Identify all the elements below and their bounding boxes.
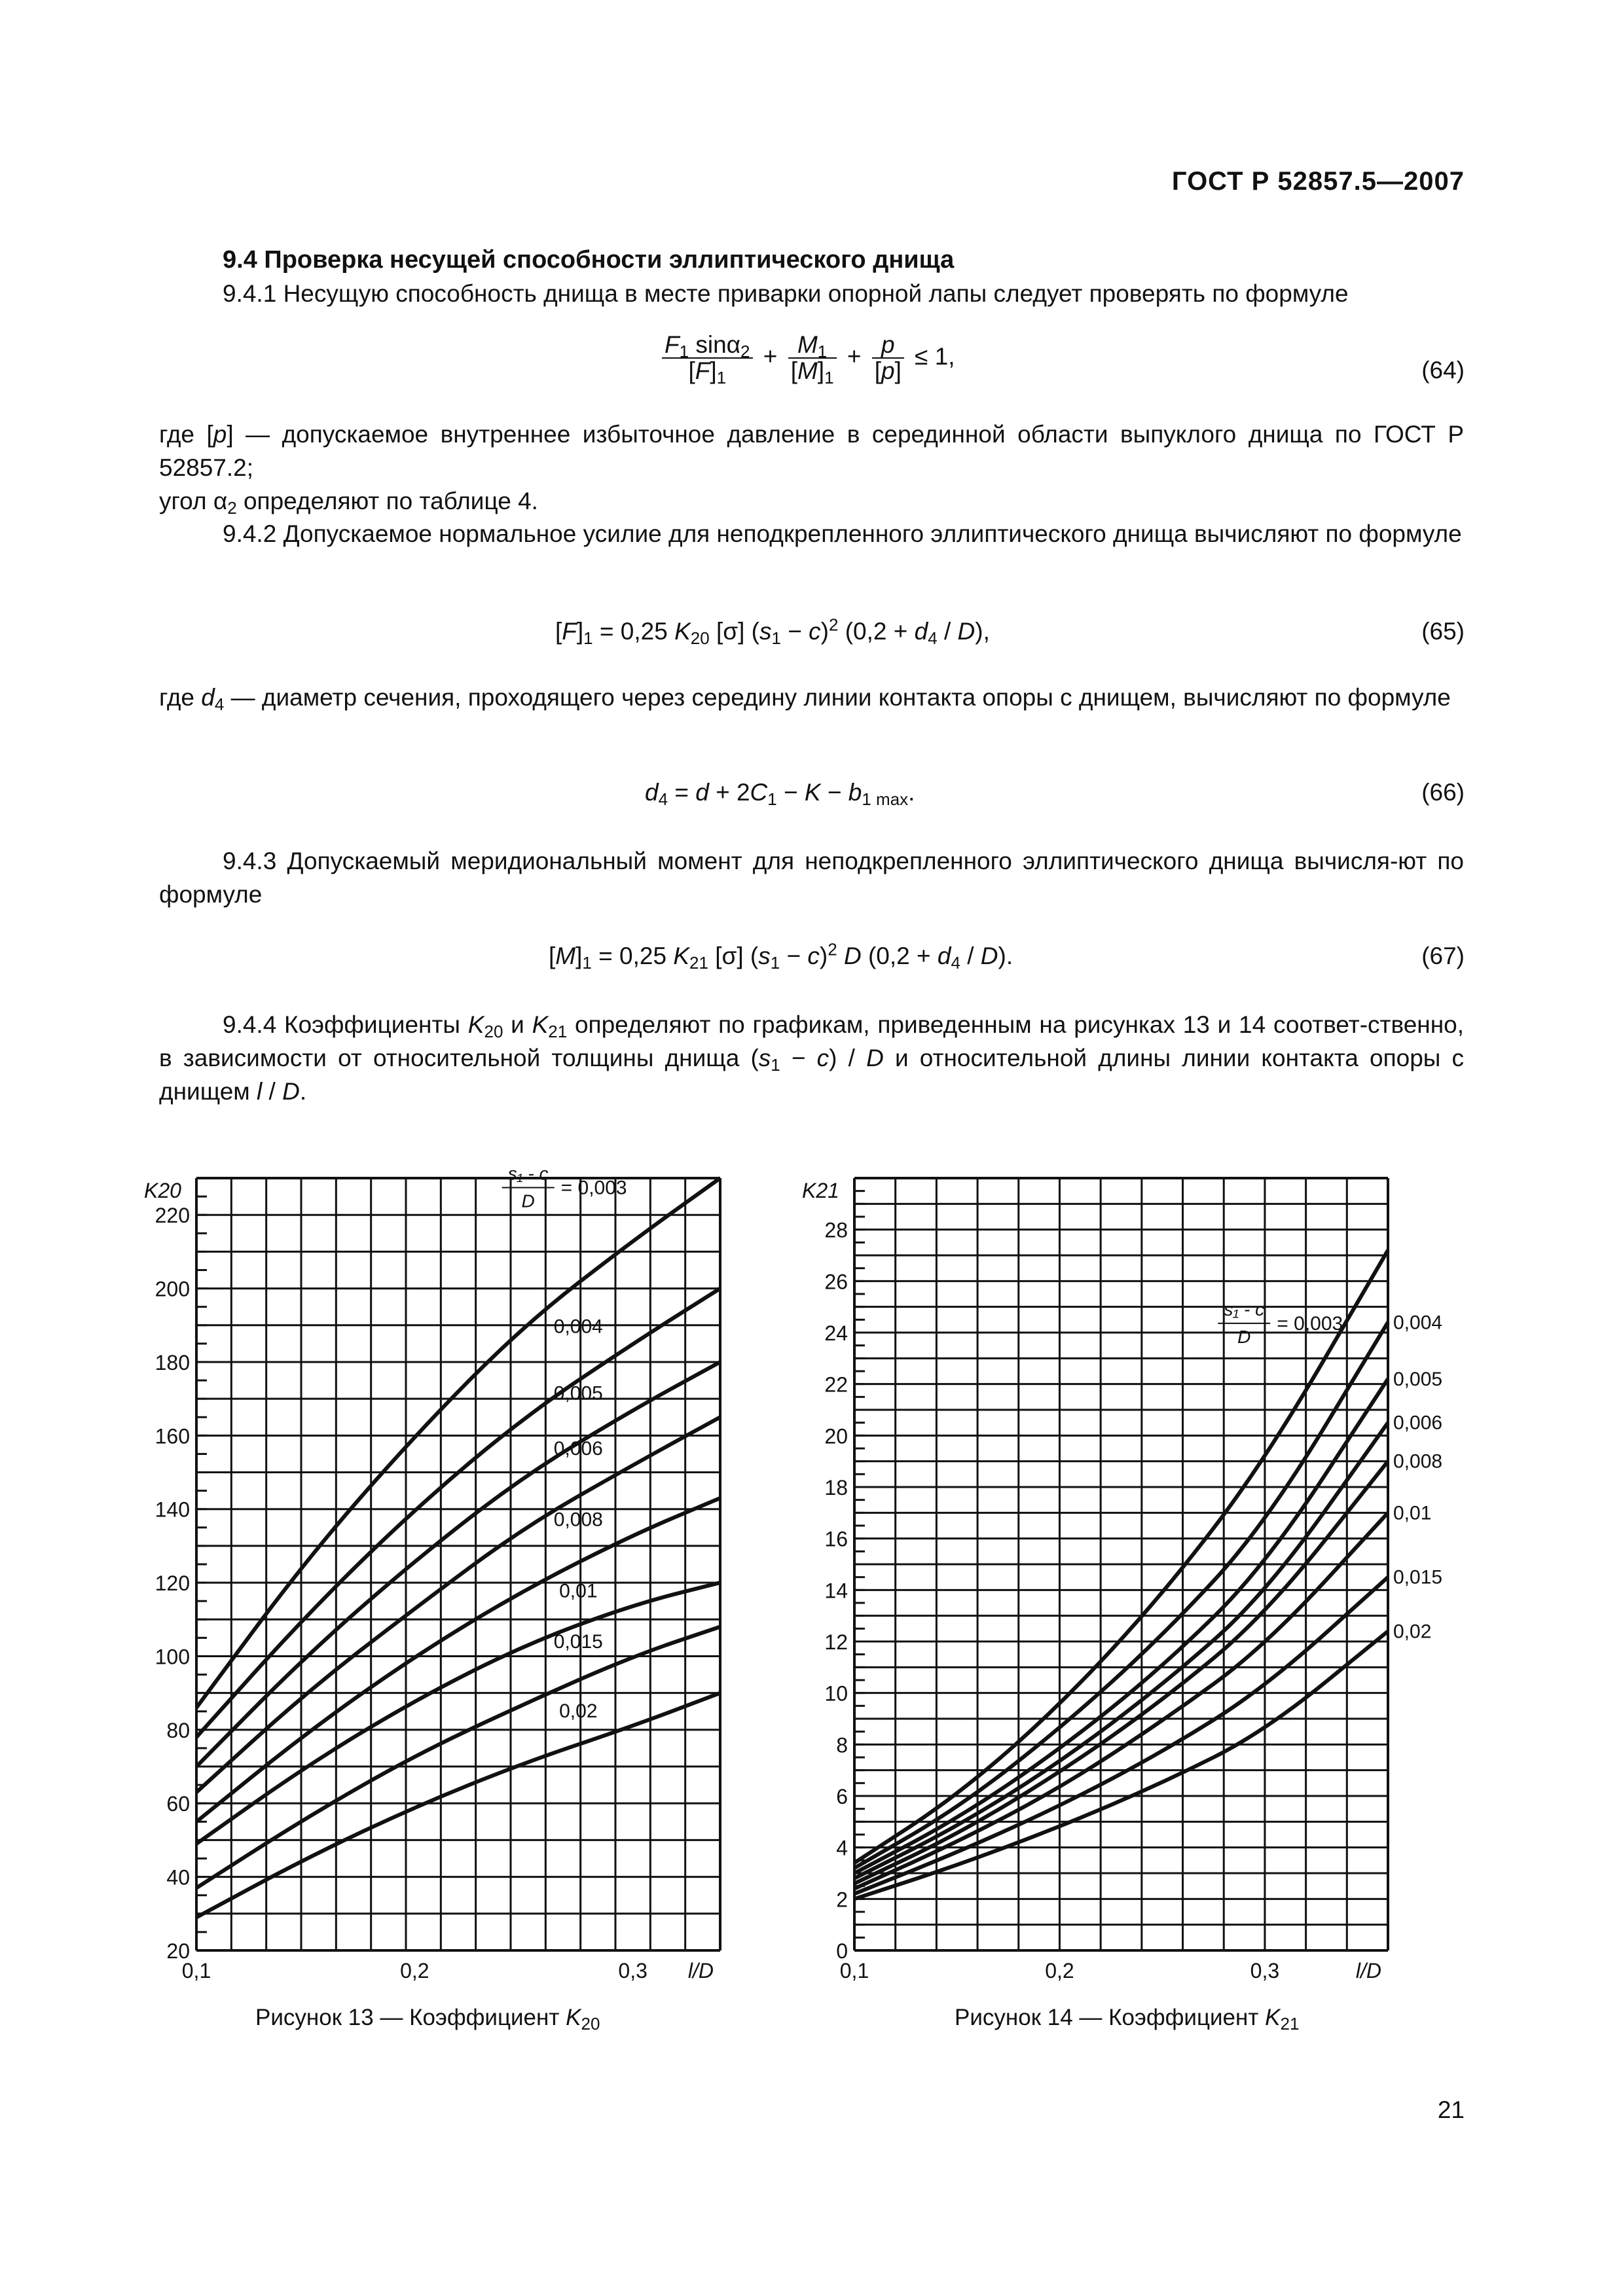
legend-formula-den: D bbox=[521, 1191, 535, 1211]
tick-labels bbox=[144, 1179, 714, 1982]
page-number: 21 bbox=[1437, 2096, 1465, 2123]
y-tick-label: 14 bbox=[824, 1579, 848, 1603]
y-tick-label: 180 bbox=[155, 1350, 190, 1374]
equation-65-number: (65) bbox=[1421, 618, 1465, 645]
section-title: 9.4 Проверка несущей способности эллиптического днища bbox=[223, 246, 955, 274]
p944-d: и относительной длины линии контакта опоры с днищем bbox=[159, 1045, 1465, 1105]
series-label: 0,004 bbox=[1393, 1312, 1443, 1334]
series-label: 0,02 bbox=[559, 1700, 598, 1723]
y-tick-label: 18 bbox=[824, 1476, 848, 1499]
figure-13-caption: Рисунок 13 — Коэффициент $K_{20}$ bbox=[255, 2005, 600, 2034]
y-tick-label: 160 bbox=[155, 1424, 190, 1448]
series-labels bbox=[502, 1163, 627, 1722]
series-label: = 0,003 bbox=[1277, 1312, 1343, 1335]
x-tick-label: 0,2 bbox=[400, 1959, 429, 1982]
y-tick-label: 120 bbox=[155, 1571, 190, 1596]
paragraph-9-4-1: 9.4.1 Несущую способность днища в месте приварки опорной лапы следует проверять по формуле bbox=[223, 280, 1349, 307]
equation-64: $\frac{F_1 \sin\alpha_2}{[F]_1}$ + $\frac{M_1}{[M]_1}$ + $\frac{p}{[p]}$ ≤ 1, bbox=[658, 332, 955, 384]
series-label: 0,015 bbox=[1393, 1566, 1443, 1588]
y-tick-label: 24 bbox=[824, 1321, 848, 1345]
y-tick-label: 16 bbox=[824, 1527, 848, 1551]
p944-c: определяют по графикам, приведенным на рисунках 13 и 14 соответ-ственно, в зависимости от относительной толщины днища bbox=[159, 1011, 1465, 1071]
x-tick-label: 0,1 bbox=[839, 1959, 869, 1982]
equation-64-number: (64) bbox=[1421, 357, 1465, 384]
chart-grid bbox=[854, 1178, 1388, 1950]
y-tick-label: 100 bbox=[155, 1645, 190, 1669]
series-label: 0,02 bbox=[1393, 1621, 1432, 1643]
y-tick-label: 0 bbox=[836, 1939, 848, 1963]
equation-66: $d_4 = d + 2C_1 - K - b_{1 max}$. bbox=[645, 779, 915, 809]
angle-text: определяют по таблице 4. bbox=[243, 488, 538, 514]
eq64-leq: ≤ 1, bbox=[915, 342, 955, 370]
series-label: 0,008 bbox=[553, 1509, 603, 1531]
fig13-caption-text: Рисунок 13 — Коэффициент bbox=[255, 2005, 560, 2030]
y-tick-label: 6 bbox=[836, 1785, 848, 1808]
y-tick-label: 220 bbox=[155, 1204, 190, 1228]
y-tick-label: 4 bbox=[836, 1836, 848, 1860]
paragraph-9-4-4: 9.4.4 Коэффициенты $K_{20}$ и $K_{21}$ определяют по графикам, приведенным на рисунках 13 и 14 соответ-ственно, в зависимости от относительной толщины днища $(s_1 - c) / D$ и относительной длины линии контакта опоры с днищем l / D. bbox=[159, 1011, 1465, 1105]
x-tick-label: 0,2 bbox=[1045, 1959, 1074, 1982]
y-tick-label: 20 bbox=[824, 1424, 848, 1448]
series-line bbox=[854, 1322, 1388, 1868]
series-label: 0,01 bbox=[559, 1580, 598, 1602]
document-header: ГОСТ Р 52857.5—2007 bbox=[1171, 167, 1465, 196]
series-label: = 0,003 bbox=[560, 1177, 627, 1199]
figure-14-chart bbox=[786, 1158, 1493, 1996]
series-label: 0,015 bbox=[553, 1630, 603, 1653]
y-tick-label: 2 bbox=[836, 1888, 848, 1912]
y-tick-label: 80 bbox=[166, 1718, 190, 1742]
y-tick-label: 10 bbox=[824, 1681, 848, 1706]
series-lines bbox=[854, 1250, 1388, 1899]
y-tick-label: 26 bbox=[824, 1270, 848, 1294]
x-tick-label: 0,1 bbox=[181, 1959, 211, 1982]
legend-formula-den: D bbox=[1237, 1326, 1251, 1347]
series-label: 0,005 bbox=[553, 1382, 603, 1405]
paragraph-d4: где $d_4$ — диаметр сечения, проходящего через середину линии контакта опоры с днищем, вычисляют по формуле bbox=[159, 684, 1451, 714]
y-axis-title: K21 bbox=[802, 1179, 839, 1202]
equation-67: $[M]_1 = 0,25$ $K_{21}$ [σ] $(s_1 - c)^2$ D $(0,2 + d_4 / D)$. bbox=[549, 939, 1013, 973]
series-label: 0,006 bbox=[1393, 1412, 1443, 1434]
equation-65: $[F]_1 = 0,25$ $K_{20}$ [σ] $(s_1 - c)^2$ $(0,2 + d_4 / D)$, bbox=[555, 615, 990, 648]
x-axis-title: l/D bbox=[687, 1959, 714, 1982]
x-tick-label: 0,3 bbox=[618, 1959, 647, 1982]
y-tick-label: 200 bbox=[155, 1277, 190, 1301]
figure-13-chart bbox=[131, 1158, 759, 1996]
equation-66-number: (66) bbox=[1421, 779, 1465, 806]
legend-formula-num: s₁ - c bbox=[1224, 1299, 1265, 1319]
fig14-caption-text: Рисунок 14 — Коэффициент bbox=[955, 2005, 1259, 2030]
series-label: 0,01 bbox=[1393, 1502, 1432, 1524]
series-line bbox=[196, 1693, 720, 1918]
series-label: 0,008 bbox=[1393, 1450, 1443, 1473]
y-tick-label: 60 bbox=[166, 1792, 190, 1816]
y-axis-title: K20 bbox=[144, 1179, 181, 1202]
y-tick-label: 22 bbox=[824, 1372, 848, 1397]
paragraph-angle: угол $\alpha_2$ определяют по таблице 4. bbox=[159, 488, 538, 518]
series-label: 0,004 bbox=[553, 1316, 603, 1338]
paragraph-9-4-2: 9.4.2 Допускаемое нормальное усилие для неподкрепленного эллиптического днища вычисляют по формуле bbox=[223, 520, 1462, 547]
legend-formula-num: s₁ - c bbox=[507, 1163, 549, 1184]
figure-14-caption: Рисунок 14 — Коэффициент $K_{21}$ bbox=[955, 2005, 1300, 2034]
d4-text: — диаметр сечения, проходящего через середину линии контакта опоры с днищем, вычисляют по формуле bbox=[230, 684, 1451, 711]
p944-b: и bbox=[511, 1011, 524, 1038]
equation-67-number: (67) bbox=[1421, 942, 1465, 969]
series-label: 0,006 bbox=[553, 1437, 603, 1460]
paragraph-where-p: где [p] — допускаемое внутреннее избыточное давление в серединной области выпуклого днища по ГОСТ Р 52857.2; bbox=[159, 421, 1464, 481]
y-tick-label: 12 bbox=[824, 1630, 848, 1654]
paragraph-9-4-3: 9.4.3 Допускаемый меридиональный момент для неподкрепленного эллиптического днища вычисля-ют по формуле bbox=[159, 848, 1464, 908]
y-tick-label: 28 bbox=[824, 1218, 848, 1242]
series-line bbox=[196, 1362, 720, 1767]
p944-a: 9.4.4 Коэффициенты bbox=[223, 1011, 461, 1038]
series-line bbox=[196, 1583, 720, 1844]
y-tick-label: 40 bbox=[166, 1865, 190, 1890]
series-label: 0,005 bbox=[1393, 1368, 1443, 1390]
x-axis-title: l/D bbox=[1355, 1959, 1381, 1982]
y-tick-label: 20 bbox=[166, 1939, 190, 1963]
y-tick-label: 140 bbox=[155, 1498, 190, 1522]
y-tick-label: 8 bbox=[836, 1733, 848, 1757]
series-line bbox=[196, 1289, 720, 1738]
x-tick-label: 0,3 bbox=[1250, 1959, 1280, 1982]
where-p-text: — допускаемое внутреннее избыточное давление в серединной области выпуклого днища по ГОСТ Р 52857.2; bbox=[159, 421, 1464, 481]
chart-grid bbox=[196, 1178, 720, 1950]
